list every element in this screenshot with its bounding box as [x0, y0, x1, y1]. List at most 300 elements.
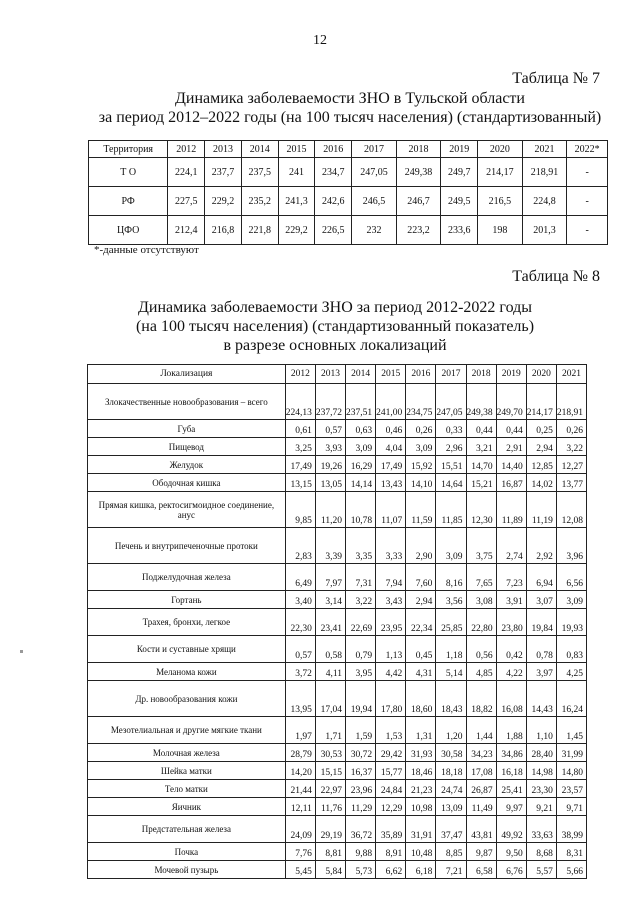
value-cell: 17,08 — [466, 762, 496, 780]
value-cell: 30,58 — [436, 744, 466, 762]
value-cell: 1,71 — [315, 717, 345, 744]
value-cell: 33,63 — [526, 816, 556, 843]
value-cell: 28,79 — [285, 744, 315, 762]
value-cell: 12,29 — [376, 798, 406, 816]
value-cell: 16,24 — [556, 681, 586, 717]
value-cell: 1,97 — [285, 717, 315, 744]
value-cell: 17,04 — [315, 681, 345, 717]
value-cell: 17,80 — [376, 681, 406, 717]
value-cell: 3,14 — [315, 591, 345, 609]
value-cell: 13,15 — [285, 474, 315, 492]
value-cell: 3,25 — [285, 438, 315, 456]
value-cell: 0,78 — [526, 636, 556, 663]
value-cell: 1,88 — [496, 717, 526, 744]
table7-header-cell: 2013 — [205, 141, 242, 158]
table7-header-cell: 2021 — [522, 141, 567, 158]
value-cell: 23,80 — [496, 609, 526, 636]
value-cell: 16,29 — [346, 456, 376, 474]
value-cell: 15,51 — [436, 456, 466, 474]
value-cell: 1,20 — [436, 717, 466, 744]
row-label-cell: Злокачественные новообразования – всего — [88, 384, 286, 420]
value-cell: 227,5 — [168, 187, 205, 216]
value-cell: 22,80 — [466, 609, 496, 636]
table8-header-cell: 2014 — [346, 365, 376, 384]
value-cell: 3,40 — [285, 591, 315, 609]
value-cell: 235,2 — [241, 187, 278, 216]
value-cell: 0,25 — [526, 420, 556, 438]
value-cell: 223,2 — [396, 216, 441, 245]
value-cell: 23,95 — [376, 609, 406, 636]
table8-header-row — [88, 365, 587, 384]
value-cell: 14,43 — [526, 681, 556, 717]
value-cell: 38,99 — [556, 816, 586, 843]
value-cell: 14,70 — [466, 456, 496, 474]
value-cell: 11,07 — [376, 492, 406, 528]
value-cell: 15,77 — [376, 762, 406, 780]
value-cell: 6,56 — [556, 564, 586, 591]
table-row — [88, 420, 587, 438]
table-row — [88, 780, 587, 798]
table-row — [88, 762, 587, 780]
value-cell: 36,72 — [346, 816, 376, 843]
table8-header-cell: 2021 — [556, 365, 586, 384]
value-cell: 13,05 — [315, 474, 345, 492]
value-cell: 37,47 — [436, 816, 466, 843]
value-cell: 9,87 — [466, 843, 496, 861]
value-cell: 16,08 — [496, 681, 526, 717]
table-row — [88, 564, 587, 591]
value-cell: 9,88 — [346, 843, 376, 861]
value-cell: 1,59 — [346, 717, 376, 744]
value-cell: 2,92 — [526, 528, 556, 564]
value-cell: 6,62 — [376, 861, 406, 879]
value-cell: 11,20 — [315, 492, 345, 528]
value-cell: 201,3 — [522, 216, 567, 245]
value-cell: 0,57 — [285, 636, 315, 663]
table-row — [89, 187, 608, 216]
value-cell: 1,44 — [466, 717, 496, 744]
value-cell: 22,34 — [406, 609, 436, 636]
value-cell: 0,45 — [406, 636, 436, 663]
row-label-cell: РФ — [89, 187, 168, 216]
value-cell: 224,8 — [522, 187, 567, 216]
value-cell: 1,10 — [526, 717, 556, 744]
value-cell: 241,3 — [278, 187, 315, 216]
value-cell: 2,94 — [526, 438, 556, 456]
table8-header-cell: 2017 — [436, 365, 466, 384]
table-row — [88, 591, 587, 609]
table-row — [88, 636, 587, 663]
value-cell: 0,42 — [496, 636, 526, 663]
value-cell: 13,43 — [376, 474, 406, 492]
value-cell: 0,63 — [346, 420, 376, 438]
table7-header-cell: 2017 — [352, 141, 397, 158]
row-label-cell: Мочевой пузырь — [88, 861, 286, 879]
value-cell: 21,44 — [285, 780, 315, 798]
table8-header-cell: 2015 — [376, 365, 406, 384]
value-cell: 3,75 — [466, 528, 496, 564]
value-cell: 4,42 — [376, 663, 406, 681]
value-cell: 7,76 — [285, 843, 315, 861]
value-cell: 7,60 — [406, 564, 436, 591]
value-cell: 249,38 — [466, 384, 496, 420]
value-cell: 7,21 — [436, 861, 466, 879]
value-cell: 0,44 — [466, 420, 496, 438]
table7-footnote: *-данные отсутствуют — [94, 244, 199, 256]
value-cell: 234,75 — [406, 384, 436, 420]
value-cell: 6,49 — [285, 564, 315, 591]
value-cell: 218,91 — [556, 384, 586, 420]
value-cell: 3,22 — [556, 438, 586, 456]
value-cell: 19,94 — [346, 681, 376, 717]
table8-header-cell: 2020 — [526, 365, 556, 384]
value-cell: 9,85 — [285, 492, 315, 528]
value-cell: 35,89 — [376, 816, 406, 843]
value-cell: 224,1 — [168, 158, 205, 187]
value-cell: 3,09 — [556, 591, 586, 609]
value-cell: 3,72 — [285, 663, 315, 681]
value-cell: 218,91 — [522, 158, 567, 187]
value-cell: 232 — [352, 216, 397, 245]
table7-title-line1: Динамика заболеваемости ЗНО в Тульской области — [175, 90, 525, 107]
value-cell: 11,89 — [496, 492, 526, 528]
value-cell: 229,2 — [278, 216, 315, 245]
value-cell: 6,18 — [406, 861, 436, 879]
value-cell: 0,79 — [346, 636, 376, 663]
value-cell: 11,85 — [436, 492, 466, 528]
value-cell: 8,31 — [556, 843, 586, 861]
value-cell: 12,30 — [466, 492, 496, 528]
table-row — [88, 861, 587, 879]
value-cell: 4,22 — [496, 663, 526, 681]
value-cell: 16,37 — [346, 762, 376, 780]
table7-title — [0, 89, 640, 127]
value-cell: 29,42 — [376, 744, 406, 762]
value-cell: 0,56 — [466, 636, 496, 663]
value-cell: 15,15 — [315, 762, 345, 780]
value-cell: 14,14 — [346, 474, 376, 492]
table-row — [88, 717, 587, 744]
value-cell: 19,84 — [526, 609, 556, 636]
value-cell: 5,73 — [346, 861, 376, 879]
table7-header-cell: 2016 — [315, 141, 352, 158]
value-cell: 15,92 — [406, 456, 436, 474]
table-row — [88, 816, 587, 843]
value-cell: 23,96 — [346, 780, 376, 798]
value-cell: 8,68 — [526, 843, 556, 861]
row-label-cell: Т О — [89, 158, 168, 187]
value-cell: 3,22 — [346, 591, 376, 609]
table-row — [88, 528, 587, 564]
row-label-cell: Молочная железа — [88, 744, 286, 762]
row-label-cell: Меланома кожи — [88, 663, 286, 681]
row-label-cell: Поджелудочная железа — [88, 564, 286, 591]
value-cell: 8,91 — [376, 843, 406, 861]
row-label-cell: Губа — [88, 420, 286, 438]
table-row — [88, 474, 587, 492]
value-cell: 22,97 — [315, 780, 345, 798]
value-cell: 17,49 — [285, 456, 315, 474]
value-cell: 6,76 — [496, 861, 526, 879]
value-cell: 2,91 — [496, 438, 526, 456]
value-cell: 0,57 — [315, 420, 345, 438]
value-cell: 1,53 — [376, 717, 406, 744]
value-cell: 4,85 — [466, 663, 496, 681]
table-row — [88, 456, 587, 474]
row-label-cell: Трахея, бронхи, легкое — [88, 609, 286, 636]
table-row — [88, 798, 587, 816]
value-cell: 7,97 — [315, 564, 345, 591]
value-cell: 11,19 — [526, 492, 556, 528]
value-cell: 242,6 — [315, 187, 352, 216]
table8-title-line2: (на 100 тысяч населения) (стандартизованный показатель) — [135, 318, 535, 335]
value-cell: 3,56 — [436, 591, 466, 609]
value-cell: 7,23 — [496, 564, 526, 591]
value-cell: 8,81 — [315, 843, 345, 861]
value-cell: 34,23 — [466, 744, 496, 762]
value-cell: 3,08 — [466, 591, 496, 609]
table8-title — [0, 298, 640, 355]
table-row — [88, 609, 587, 636]
value-cell: 31,93 — [406, 744, 436, 762]
value-cell: 11,29 — [346, 798, 376, 816]
value-cell: 24,84 — [376, 780, 406, 798]
row-label-cell: Предстательная железа — [88, 816, 286, 843]
margin-mark — [20, 650, 23, 653]
value-cell: 7,94 — [376, 564, 406, 591]
value-cell: 18,43 — [436, 681, 466, 717]
value-cell: 15,21 — [466, 474, 496, 492]
value-cell: 246,7 — [396, 187, 441, 216]
value-cell: 216,5 — [478, 187, 523, 216]
value-cell: 12,08 — [556, 492, 586, 528]
value-cell: 26,87 — [466, 780, 496, 798]
value-cell: 4,11 — [315, 663, 345, 681]
table-row — [88, 663, 587, 681]
row-label-cell: Почка — [88, 843, 286, 861]
value-cell: 3,09 — [346, 438, 376, 456]
value-cell: 7,31 — [346, 564, 376, 591]
value-cell: 28,40 — [526, 744, 556, 762]
value-cell: 3,96 — [556, 528, 586, 564]
value-cell: 5,45 — [285, 861, 315, 879]
table7-header-cell: 2015 — [278, 141, 315, 158]
value-cell: 16,87 — [496, 474, 526, 492]
value-cell: 5,84 — [315, 861, 345, 879]
value-cell: 4,04 — [376, 438, 406, 456]
value-cell: 31,99 — [556, 744, 586, 762]
value-cell: 13,09 — [436, 798, 466, 816]
value-cell: 16,18 — [496, 762, 526, 780]
value-cell: 11,76 — [315, 798, 345, 816]
value-cell: 9,50 — [496, 843, 526, 861]
value-cell: 9,21 — [526, 798, 556, 816]
value-cell: 12,11 — [285, 798, 315, 816]
value-cell: 1,18 — [436, 636, 466, 663]
value-cell: 237,5 — [241, 158, 278, 187]
table7-header-cell: 2014 — [241, 141, 278, 158]
value-cell: 22,30 — [285, 609, 315, 636]
value-cell: 25,41 — [496, 780, 526, 798]
value-cell: 14,20 — [285, 762, 315, 780]
table-row — [88, 492, 587, 528]
table-row — [88, 744, 587, 762]
table7-header-cell: 2019 — [441, 141, 478, 158]
value-cell: 13,77 — [556, 474, 586, 492]
value-cell: 18,18 — [436, 762, 466, 780]
value-cell: 18,46 — [406, 762, 436, 780]
value-cell: 233,6 — [441, 216, 478, 245]
value-cell: 18,60 — [406, 681, 436, 717]
value-cell: 2,74 — [496, 528, 526, 564]
value-cell: 1,45 — [556, 717, 586, 744]
value-cell: 241 — [278, 158, 315, 187]
value-cell: 19,93 — [556, 609, 586, 636]
value-cell: 21,23 — [406, 780, 436, 798]
value-cell: 30,72 — [346, 744, 376, 762]
value-cell: 0,61 — [285, 420, 315, 438]
table7-header-cell: Территория — [89, 141, 168, 158]
value-cell: 14,80 — [556, 762, 586, 780]
value-cell: 12,27 — [556, 456, 586, 474]
row-label-cell: Пищевод — [88, 438, 286, 456]
value-cell: 0,26 — [556, 420, 586, 438]
value-cell: 3,91 — [496, 591, 526, 609]
row-label-cell: ЦФО — [89, 216, 168, 245]
value-cell: 3,93 — [315, 438, 345, 456]
value-cell: 3,33 — [376, 528, 406, 564]
table7-header-cell: 2022* — [567, 141, 608, 158]
value-cell: 0,33 — [436, 420, 466, 438]
value-cell: 12,85 — [526, 456, 556, 474]
value-cell: 4,25 — [556, 663, 586, 681]
value-cell: 249,5 — [441, 187, 478, 216]
table8-header-cell: 2016 — [406, 365, 436, 384]
value-cell: 198 — [478, 216, 523, 245]
value-cell: 249,38 — [396, 158, 441, 187]
value-cell: 49,92 — [496, 816, 526, 843]
value-cell: 3,95 — [346, 663, 376, 681]
row-label-cell: Мезотелиальная и другие мягкие ткани — [88, 717, 286, 744]
row-label-cell: Др. новообразования кожи — [88, 681, 286, 717]
row-label-cell: Кости и суставные хрящи — [88, 636, 286, 663]
value-cell: 23,41 — [315, 609, 345, 636]
value-cell: 14,10 — [406, 474, 436, 492]
value-cell: 0,44 — [496, 420, 526, 438]
value-cell: 13,95 — [285, 681, 315, 717]
value-cell: 249,7 — [441, 158, 478, 187]
table7-header-row — [89, 141, 608, 158]
row-label-cell: Яичник — [88, 798, 286, 816]
value-cell: 11,59 — [406, 492, 436, 528]
value-cell: 43,81 — [466, 816, 496, 843]
table7 — [88, 140, 608, 245]
table-row — [89, 158, 608, 187]
value-cell: - — [567, 187, 608, 216]
value-cell: 3,39 — [315, 528, 345, 564]
value-cell: 29,19 — [315, 816, 345, 843]
table8-header-cell: 2013 — [315, 365, 345, 384]
value-cell: 10,78 — [346, 492, 376, 528]
table-row — [88, 681, 587, 717]
table8-label: Таблица № 8 — [512, 268, 600, 285]
value-cell: 19,26 — [315, 456, 345, 474]
value-cell: - — [567, 158, 608, 187]
row-label-cell: Тело матки — [88, 780, 286, 798]
row-label-cell: Печень и внутрипеченочные протоки — [88, 528, 286, 564]
value-cell: - — [567, 216, 608, 245]
value-cell: 0,46 — [376, 420, 406, 438]
table-row — [88, 843, 587, 861]
row-label-cell: Желудок — [88, 456, 286, 474]
value-cell: 6,94 — [526, 564, 556, 591]
value-cell: 22,69 — [346, 609, 376, 636]
value-cell: 24,09 — [285, 816, 315, 843]
value-cell: 14,02 — [526, 474, 556, 492]
value-cell: 241,00 — [376, 384, 406, 420]
value-cell: 0,83 — [556, 636, 586, 663]
value-cell: 214,17 — [478, 158, 523, 187]
value-cell: 237,7 — [205, 158, 242, 187]
value-cell: 2,90 — [406, 528, 436, 564]
value-cell: 17,49 — [376, 456, 406, 474]
row-label-cell: Гортань — [88, 591, 286, 609]
value-cell: 224,13 — [285, 384, 315, 420]
table8-title-line1: Динамика заболеваемости ЗНО за период 2012-2022 годы — [138, 299, 532, 316]
table7-title-line2: за период 2012–2022 годы (на 100 тысяч населения) (стандартизованный) — [98, 109, 602, 126]
value-cell: 247,05 — [436, 384, 466, 420]
value-cell: 234,7 — [315, 158, 352, 187]
table-row — [88, 384, 587, 420]
value-cell: 216,8 — [205, 216, 242, 245]
table8 — [87, 364, 587, 879]
value-cell: 31,91 — [406, 816, 436, 843]
value-cell: 237,51 — [346, 384, 376, 420]
value-cell: 212,4 — [168, 216, 205, 245]
table8-header-cell: 2019 — [496, 365, 526, 384]
value-cell: 1,31 — [406, 717, 436, 744]
value-cell: 18,82 — [466, 681, 496, 717]
value-cell: 8,16 — [436, 564, 466, 591]
value-cell: 8,85 — [436, 843, 466, 861]
value-cell: 25,85 — [436, 609, 466, 636]
value-cell: 6,58 — [466, 861, 496, 879]
value-cell: 229,2 — [205, 187, 242, 216]
value-cell: 247,05 — [352, 158, 397, 187]
value-cell: 2,83 — [285, 528, 315, 564]
table8-header-cell: 2018 — [466, 365, 496, 384]
value-cell: 0,26 — [406, 420, 436, 438]
table7-label: Таблица № 7 — [512, 70, 600, 87]
table7-header-cell: 2020 — [478, 141, 523, 158]
value-cell: 3,97 — [526, 663, 556, 681]
value-cell: 34,86 — [496, 744, 526, 762]
value-cell: 221,8 — [241, 216, 278, 245]
value-cell: 3,09 — [436, 528, 466, 564]
value-cell: 9,97 — [496, 798, 526, 816]
value-cell: 23,30 — [526, 780, 556, 798]
value-cell: 3,07 — [526, 591, 556, 609]
table8-header-cell: 2012 — [285, 365, 315, 384]
value-cell: 23,57 — [556, 780, 586, 798]
value-cell: 14,98 — [526, 762, 556, 780]
value-cell: 10,98 — [406, 798, 436, 816]
table8-header-cell: Локализация — [88, 365, 286, 384]
table-row — [88, 438, 587, 456]
value-cell: 4,31 — [406, 663, 436, 681]
value-cell: 3,43 — [376, 591, 406, 609]
value-cell: 30,53 — [315, 744, 345, 762]
